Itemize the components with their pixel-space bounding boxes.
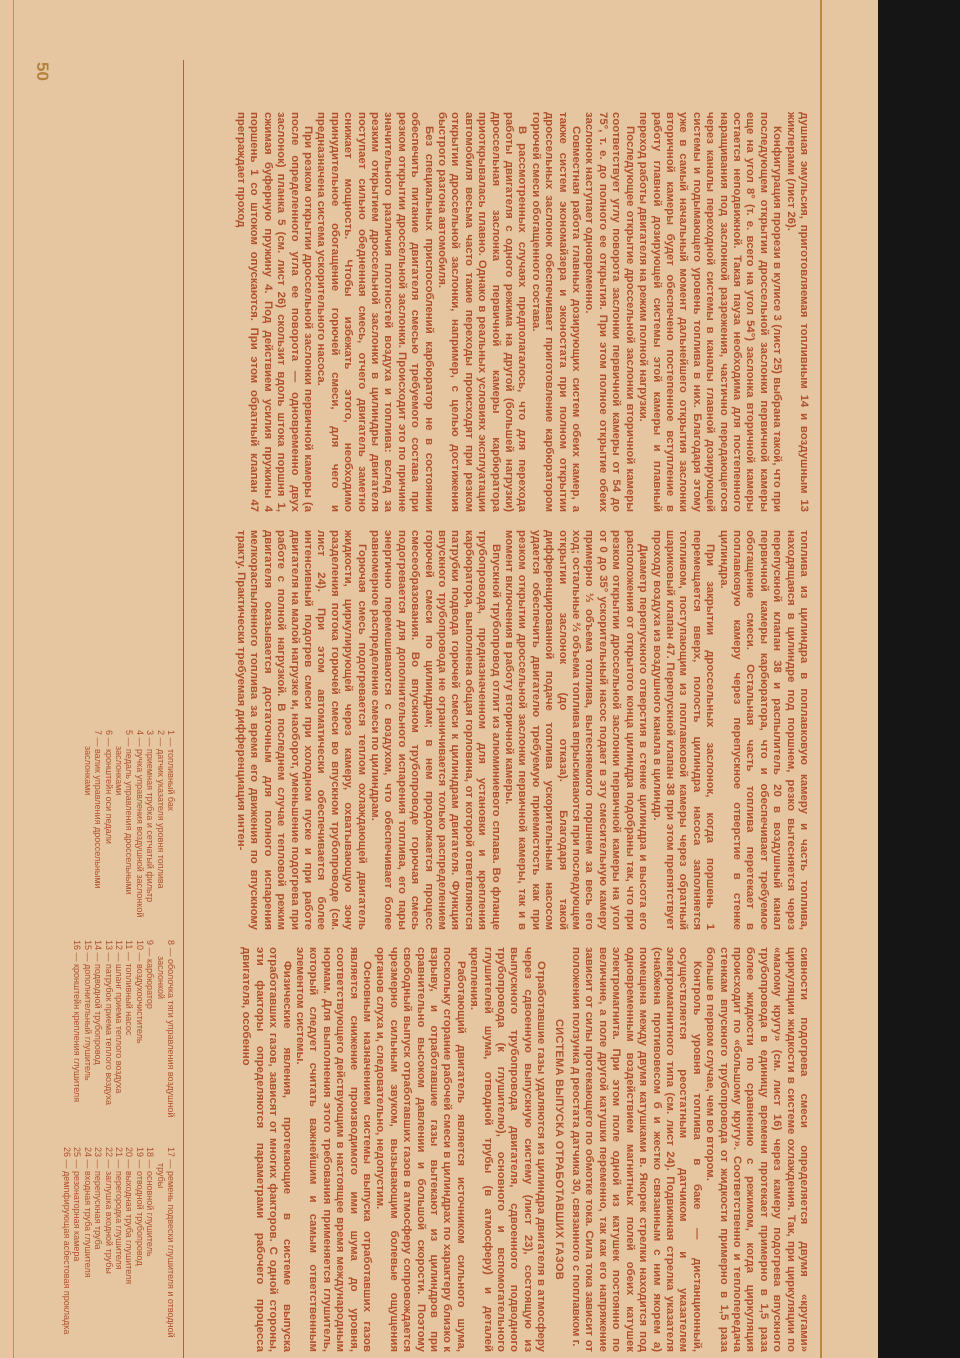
legend-item: 4 — ручка управления воздушной заслонкой — [134, 730, 145, 918]
paragraph: Работающий двигатель является источником сильного шума, поскольку сгорание рабочей смеси в цилиндрах по характеру близко к взрыву, и отработавшие газы вытекают из цилиндров при сравнительно высоком давлении и большой скорости. Поэтому свободный выпуск отработавших газов в атмосферу сопровождается чрезмерно сильным звуком, вызывающим болевые ощущения органов слуха и, следовательно, недопустим. — [374, 947, 467, 1352]
paragraph: При закрытии дроссельных заслонок, когда поршень 1 перемещается вверх, полость цилиндра насоса заполняется топливом, поступающим из поплавковой камеры через обратный шариковый клапан 47. Перепускной клапан 38 при этом препятствует проходу воздуха из воздушного канала в цилиндр. — [650, 530, 717, 930]
legend-item: 1 — топливный бак — [166, 730, 176, 811]
legend-separator-rule — [183, 60, 184, 1358]
legend-item: 19 — отводной трубопровод — [134, 1147, 145, 1266]
paragraph: В рассмотренных случаях предполагалось, что для перехода работы двигателя с одного режима на другой (большей нагрузки) дроссельная заслонка первичной камеры карбюратора приоткрывалась плавно. Однако в реальных условиях эксплуатации автомобиля весьма часто такие переходы происходят при резком открытии дроссельной заслонки, например, с целью достижения быстрого разгона автомобиля. — [436, 112, 529, 512]
paragraph: Впускной трубопровод отлит из алюминиевого сплава. Во фланце трубопровода, предназначенном для установки и крепления карбюратора, выполнена общая горловина, от которой ответвляются патрубки подвода горючей смеси к цилиндрам двигателя. Функция впускного трубопровода не ограничивается только распределением горючей смеси по цилиндрам; в нем продолжается процесс смесеобразования. Во впускном трубопроводе горючая смесь подогревается для дополнительного испарения топлива, его пары энергично перемешиваются с воздухом, что обеспечивает более равномерное распределение смеси по цилиндрам. — [369, 530, 502, 930]
legend-item: 23 — перепускная труба — [93, 1147, 104, 1250]
paragraph: душная эмульсия, приготовляемая топливным 14 и воздушным 13 жиклерами (лист 26). — [784, 112, 810, 512]
text-column-3 — [239, 947, 810, 1352]
paragraph: сивности подогрева смеси определяется двумя «кругами» циркуляции жидкости в системе охлаждения. Так, при циркуляции по «малому кругу» (см. лист 16) через камеру подогрева впускного трубопровода в единицу времени протекает примерно в 1,5 раза более жидкости по сравнению с режимом, когда циркуляция происходит по «большому кругу». Соответственно и теплопередача стенкам впускного трубопровода от жидкости примерно в 1,5 раза больше в первом случае, чем во втором. — [704, 947, 810, 1352]
paragraph: Конфигурация прорези в кулисе 3 (лист 25) выбрана такой, что при последующем открытии дроссельной заслонки первичной камеры еще на угол 8° (т. е. всего на угол 54°) заслонка вторичной камеры остается неподвижной. Такая пауза необходима для постепенного наращивания под заслонкой разрежения, частично передающегося через каналы переходной системы в каналы главной дозирующей системы и подымающего уровень топлива в них. Благодаря этому уже в самый начальный момент дальнейшего открытия заслонки вторичной камеры будет обеспечено постепенное вступление в работу главной дозирующей системы этой камеры и плавный переход работы двигателя на режим полной нагрузки. — [637, 112, 784, 512]
page-number: 50 — [33, 62, 52, 81]
legend-item: 18 — основной глушитель — [145, 1147, 156, 1257]
legend-item: 16 — кронштейн крепления глушителя — [72, 940, 83, 1103]
bottom-margin-rule — [13, 0, 14, 1358]
paragraph: Диаметр перепускного отверстия в стенке цилиндра и высота его расположения от открытого конца цилиндра подобраны так, что при резком открытии дроссельной заслонки первичной камеры на угол от 0 до 35° ускорительный насос подает в эту смесительную камеру примерно ⅓ объема топлива, вытесняемого поршнем за весь его ход; остальные ⅔ объема топлива впрыскиваются при последующем открытии заслонок (до отказа). Благодаря такой дифференцированной подаче топлива ускорительным насосом удается обеспечить двигателю требуемую приемистость как при резком открытии дроссельной заслонки первичной камеры, так и в момент включения в работу вторичной камеры. — [503, 530, 650, 930]
paragraph: Без специальных приспособлений карбюратор не в состоянии обеспечить питание двигателя смесью требуемого состава при резком открытии дроссельной заслонки. Происходит это по причине значительного различия плотностей воздуха и топлива: вслед за резким открытием дроссельной заслонки в цилиндры двигателя поступает сильно обедненная смесь, отчего двигатель заметно снижает мощность. Чтобы избежать этого, необходимо принудительное обогащение горючей смеси, для чего и предназначена система ускорительного насоса. — [315, 112, 435, 512]
figure-legend-group-1 — [82, 730, 176, 930]
legend-item: 26 — демпфирующая асбестовая прокладка — [61, 1147, 72, 1335]
paragraph: Физические явления, протекающие в системе выпуска отработавших газов, зависят от многих факторов. С одной стороны, эти факторы определяются параметрами рабочего процесса двигателя, особенно — [240, 947, 293, 1352]
figure-legend-group-3 — [62, 1147, 176, 1352]
legend-item: 6 — кронштейн оси педали — [103, 730, 114, 844]
legend-item: 9 — карбюратор — [145, 940, 156, 1009]
legend-item: 11 — топливный насос — [124, 940, 135, 1036]
text-column-1 — [234, 112, 810, 512]
legend-item: 12 — шланг приема теплого воздуха — [113, 940, 124, 1094]
legend-item: 15 — дополнительный глушитель — [82, 940, 93, 1081]
figure-legend-group-2 — [72, 940, 176, 1140]
paragraph: Совместная работа главных дозирующих систем обеих камер, а также систем экономайзера и эконостата при полном открытии дроссельных заслонок обеспечивает приготовление карбюратором горючей смеси обогащенного состава. — [529, 112, 583, 512]
legend-item: 17 — ремень подвески глушителя и отводной трубы — [155, 1147, 176, 1338]
legend-item: 3 — приемная трубка и сетчатый фильтр — [145, 730, 156, 903]
legend-item: 10 — воздухоочиститель — [134, 940, 145, 1044]
legend-item: 14 — подводной трубопровод — [93, 940, 104, 1065]
legend-item: 24 — входная труба глушителя — [82, 1147, 93, 1278]
paragraph: Основным назначением системы выпуска отработавших газов является снижение производимого ими шума до уровня, соответствующего действующим в настоящее время международным нормам. Для выполнения этого требования применяется глушитель, который следует считать важнейшим и самым ответственным элементом системы. — [293, 947, 373, 1352]
legend-item: 7 — валик управления дроссельными заслонками — [82, 730, 104, 889]
legend-item: 25 — резонаторная камера — [72, 1147, 83, 1262]
legend-item: 8 — оболочка тяги управления воздушной заслонкой — [155, 940, 176, 1118]
legend-item: 5 — педаль управления дроссельными заслонками — [113, 730, 135, 895]
paragraph: При резком открытии дроссельной заслонки первичной камеры (а после определенного угла ее поворота — одновременно двух заслонок) планка 5 (см. лист 26) скользит вдоль штока поршня 1, сжимая буферную пружину 4. Под действием усилия пружины 4 поршень 1 со штоком опускаются. При этом обратный клапан 47 преграждает проход — [234, 112, 314, 512]
legend-item: 20 — выходная труба глушителя — [124, 1147, 135, 1285]
text-column-2 — [234, 530, 810, 930]
legend-item: 2 — датчик указателя уровня топлива — [155, 730, 166, 889]
paragraph: топлива из цилиндра в поплавковую камеру и часть топлива, находящаяся в цилиндре под поршнем, резко вытесняется через перепускной клапан 38 и распылитель 20 в воздушный канал первичной камеры карбюратора, что и обеспечивает требуемое обогащение смеси. Остальная часть топлива перетекает в поплавковую камеру через перепускное отверстие в стенке цилиндра. — [717, 530, 810, 930]
header-rule — [820, 0, 822, 1358]
legend-item: 21 — перегородка глушителя — [113, 1147, 124, 1270]
paragraph: Последующее открытие дроссельной заслонки вторичной камеры соответствует углу поворота заслонки первичной камеры от 54 до 75°, т. е. до полного ее открытия. При этом полное открытие обеих заслонок наступает одновременно. — [583, 112, 636, 512]
paragraph: Горючая смесь подогревается теплом охлаждающей двигатель жидкости, циркулирующей через камеру, охватывающую зону разделения потока горючей смеси во впускном трубопроводе (см. лист 24). При этом автоматически обеспечивается более интенсивный подогрев смеси при холодном пуске и при работе двигателя на малой нагрузке и, наоборот, уменьшение подогрева при работе с полной нагрузкой. В последнем случае тепловой режим двигателя оказывается достаточным для полного испарения мелкораспыленного топлива за время его движения по впускному тракту. Практически требуемая дифференциация интен- — [234, 530, 368, 930]
legend-item: 22 — заглушка входной трубы — [103, 1147, 114, 1274]
paragraph: Отработавшие газы удаляются из цилиндра двигателя в атмосферу через сдвоенную выпускную систему (лист 23), состоящую из выпускного трубопровода двигателя, сдвоенного подводного трубопровода (к глушителю), основного и вспомогательного глушителей шума, отводной трубы (в атмосферу) и деталей крепления. — [468, 947, 548, 1352]
paragraph: Контроль уровня топлива в баке — дистанционный, осуществляется реостатным датчиком и указателем электромагнитного типа (см. лист 24). Подвижная стрелка указателя (снабжена противовесом б и жестко связанным с ним якорем а) помещена между двумя катушками в. Якорек стрелки находится под одновременным воздействием магнитных полей обеих катушек электромагнита. При этом поле одной из катушек постоянно по величине, а поле другой катушки переменно, так как его напряжение зависит от силы протекающего по обмотке тока. Сила тока зависит от положения ползунка д реостата датчика 30, связанного с поплавком г. — [570, 947, 703, 1352]
legend-item: 13 — патрубок приема теплого воздуха — [103, 940, 114, 1106]
section-heading: СИСТЕМА ВЫПУСКА ОТРАБОТАВШИХ ГАЗОВ — [552, 1018, 565, 1281]
